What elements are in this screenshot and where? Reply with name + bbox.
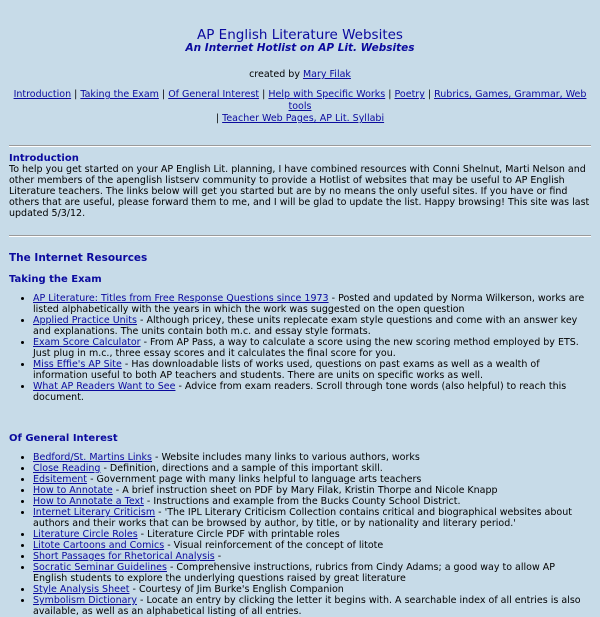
resource-link[interactable]: Literature Circle Roles xyxy=(33,529,138,540)
general-interest-list xyxy=(9,452,591,617)
nav-taking-the-exam[interactable]: Taking the Exam xyxy=(80,89,159,100)
resource-description: - Government page with many links helpful to language arts teachers xyxy=(87,474,422,485)
list-item xyxy=(33,485,591,496)
list-item xyxy=(33,315,591,337)
resource-link[interactable]: What AP Readers Want to See xyxy=(33,381,176,392)
resource-description: - Courtesy of Jim Burke's English Companion xyxy=(129,584,344,595)
nav-separator: | xyxy=(74,89,78,100)
resource-description: - Definition, directions and a sample of this important skill. xyxy=(100,463,383,474)
list-item xyxy=(33,463,591,474)
resource-description: - A brief instruction sheet on PDF by Mary Filak, Kristin Thorpe and Nicole Knapp xyxy=(112,485,498,496)
resource-link[interactable]: Applied Practice Units xyxy=(33,315,137,326)
nav-separator: | xyxy=(161,89,166,100)
resource-description: - Website includes many links to various authors, works xyxy=(152,452,420,463)
list-item xyxy=(33,507,591,529)
resource-link[interactable]: Socratic Seminar Guidelines xyxy=(33,562,167,573)
nav-rubrics[interactable]: Rubrics, Games, Grammar, Web tools xyxy=(288,89,587,112)
resource-description: - Has downloadable lists of works used, questions on past exams as well as a wealth of information useful to both AP teachers and students. There are units on specific works as well. xyxy=(33,359,540,381)
list-item xyxy=(33,337,591,359)
intro-heading: Introduction xyxy=(9,153,79,164)
nav-poetry[interactable]: Poetry xyxy=(394,89,425,100)
list-item xyxy=(33,551,591,562)
nav-separator: | xyxy=(388,89,392,100)
list-item xyxy=(33,381,591,403)
nav-introduction[interactable]: Introduction xyxy=(13,89,72,100)
resource-link[interactable]: Edsitement xyxy=(33,474,88,485)
nav-links xyxy=(9,89,591,125)
author-link[interactable]: Mary Filak xyxy=(302,69,351,80)
resource-link[interactable]: How to Annotate xyxy=(33,485,113,496)
resource-link[interactable]: Symbolism Dictionary xyxy=(33,595,137,606)
resource-description: - Instructions and example from the Bucks County School District. xyxy=(143,496,461,507)
resource-link[interactable]: Internet Literary Criticism xyxy=(33,507,156,518)
resource-description: - Literature Circle PDF with printable roles xyxy=(137,529,340,540)
resource-description: - Visual reinforcement of the concept of litote xyxy=(164,540,384,551)
page-subtitle: An Internet Hotlist on AP Lit. Websites xyxy=(185,42,415,54)
list-item xyxy=(33,595,591,617)
resource-description: - xyxy=(214,551,222,562)
nav-separator: | xyxy=(262,89,266,100)
nav-teacher-pages[interactable]: Teacher Web Pages, AP Lit. Syllabi xyxy=(222,113,385,124)
resource-link[interactable]: Exam Score Calculator xyxy=(33,337,141,348)
list-item xyxy=(33,562,591,584)
byline xyxy=(9,69,591,80)
list-item xyxy=(33,584,591,595)
list-item xyxy=(33,540,591,551)
page-title: AP English Literature Websites xyxy=(197,27,403,43)
taking-exam-list xyxy=(9,293,591,403)
intro-text: To help you get started on your AP English Lit. planning, I have combined resources with Conni Shelnut, Marti Nelson and other members of the apenglish listserv community to provide a Hotlist of websites that may be useful to AP English Literature teachers. The links below will get you started but are by no means the only useful sites. If you have or find others that are useful, please forward them to me, and I will be glad to update the list. Happy browsing! This site was last updated 5/3/12. xyxy=(9,164,590,219)
resource-link[interactable]: Bedford/St. Martins Links xyxy=(33,452,152,463)
list-item xyxy=(33,452,591,463)
list-item xyxy=(33,293,591,315)
nav-general-interest[interactable]: Of General Interest xyxy=(168,89,260,100)
resource-link[interactable]: AP Literature: Titles from Free Response Questions since 1973 xyxy=(33,293,329,304)
resource-description: - Comprehensive instructions, rubrics from Cindy Adams; a good way to allow AP English students to explore the underlying questions raised by great literature xyxy=(33,562,555,584)
resource-link[interactable]: Short Passages for Rhetorical Analysis xyxy=(33,551,215,562)
nav-separator: | xyxy=(427,89,432,100)
general-interest-heading: Of General Interest xyxy=(9,433,118,444)
list-item xyxy=(33,496,591,507)
byline-prefix: created by xyxy=(249,69,300,80)
list-item xyxy=(33,529,591,540)
resource-description: - 'The IPL Literary Criticism Collection contains critical and biographical websites about authors and their works that can be browsed by author, by title, or by nationality and literary period.' xyxy=(33,507,572,529)
resource-description: - Although pricey, these units replecate exam style questions and come with an answer key and explanations. The units contain both m.c. and essay style formats. xyxy=(33,315,578,337)
taking-exam-heading: Taking the Exam xyxy=(9,274,102,285)
resource-link[interactable]: Miss Effie's AP Site xyxy=(33,359,122,370)
resource-description: - From AP Pass, a way to calculate a score using the new scoring method employed by ETS. Just plug in m.c., three essay scores and it calculates the final score for you. xyxy=(33,337,579,359)
resources-heading: The Internet Resources xyxy=(9,252,148,264)
resource-link[interactable]: How to Annotate a Text xyxy=(33,496,144,507)
resource-description: - Advice from exam readers. Scroll through tone words (also helpful) to reach this document. xyxy=(33,381,567,403)
resource-link[interactable]: Litote Cartoons and Comics xyxy=(33,540,165,551)
resource-description: - Posted and updated by Norma Wilkerson, works are listed alphabetically with the years in which the work was suggested on the open question xyxy=(33,293,585,315)
list-item xyxy=(33,474,591,485)
nav-separator: | xyxy=(215,113,220,124)
list-item xyxy=(33,359,591,381)
resource-description: - Locate an entry by clicking the letter it begins with. A searchable index of all entries is also available, as well as an alphabetical listing of all entries. xyxy=(33,595,581,617)
nav-specific-works[interactable]: Help with Specific Works xyxy=(268,89,386,100)
resource-link[interactable]: Style Analysis Sheet xyxy=(33,584,130,595)
resource-link[interactable]: Close Reading xyxy=(33,463,101,474)
